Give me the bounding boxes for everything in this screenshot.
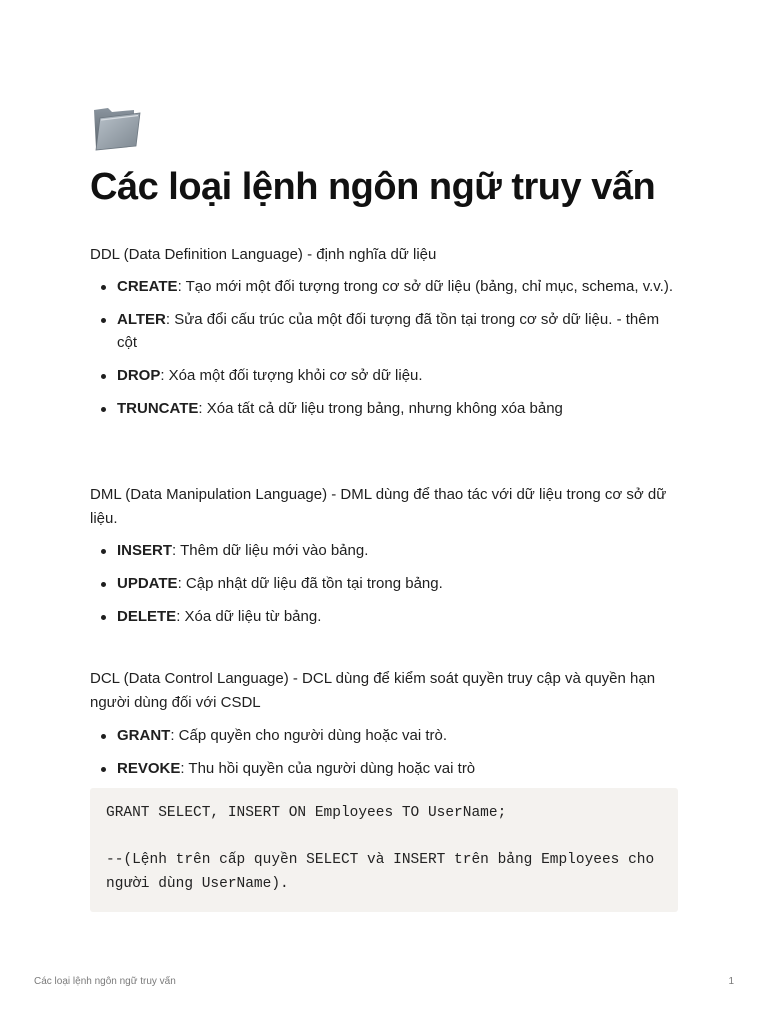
dcl-intro: DCL (Data Control Language) - DCL dùng để kiểm soát quyền truy cập và quyền hạn người dùng đối với CSDL (90, 670, 656, 711)
list-item (90, 605, 680, 628)
command-keyword: DELETE (117, 608, 177, 625)
command-description: : Tạo mới một đối tượng trong cơ sở dữ liệu (bảng, chỉ mục, schema, v.v.). (177, 278, 674, 295)
command-description: : Cập nhật dữ liệu đã tồn tại trong bảng. (177, 575, 443, 592)
list-item (90, 572, 680, 595)
command-description: : Sửa đổi cấu trúc của một đối tượng đã tồn tại trong cơ sở dữ liệu. - thêm cột (117, 311, 660, 351)
command-description: : Xóa dữ liệu từ bảng. (176, 608, 322, 625)
command-description: : Thu hồi quyền của người dùng hoặc vai trò (180, 760, 476, 777)
dml-intro: DML (Data Manipulation Language) - DML dùng để thao tác với dữ liệu trong cơ sở dữ liệu. (90, 486, 667, 527)
command-keyword: GRANT (117, 727, 171, 744)
command-keyword: DROP (117, 367, 161, 384)
page-number: 1 (728, 976, 734, 987)
command-keyword: UPDATE (117, 575, 178, 592)
command-keyword: ALTER (117, 311, 166, 328)
command-keyword: TRUNCATE (117, 400, 199, 417)
code-block[interactable]: GRANT SELECT, INSERT ON Employees TO UserName; --(Lệnh trên cấp quyền SELECT và INSERT trên bảng Employees cho người dùng UserName). (90, 788, 678, 912)
list-item (90, 539, 680, 562)
list-item (90, 724, 680, 747)
command-keyword: REVOKE (117, 760, 181, 777)
list-item (90, 275, 680, 298)
command-description: : Xóa tất cả dữ liệu trong bảng, nhưng không xóa bảng (198, 400, 563, 417)
list-item (90, 397, 680, 420)
list-item (90, 757, 680, 780)
folder-icon (90, 100, 144, 154)
ddl-intro: DDL (Data Definition Language) - định nghĩa dữ liệu (90, 246, 437, 263)
list-item (90, 308, 680, 354)
list-item (90, 364, 680, 387)
dml-list (90, 539, 680, 628)
footer-title: Các loại lệnh ngôn ngữ truy vấn (34, 976, 176, 987)
page-title: Các loại lệnh ngôn ngữ truy vấn (90, 166, 656, 208)
ddl-list (90, 275, 680, 420)
command-keyword: INSERT (117, 542, 173, 559)
command-description: : Xóa một đối tượng khỏi cơ sở dữ liệu. (160, 367, 423, 384)
command-description: : Cấp quyền cho người dùng hoặc vai trò. (170, 727, 448, 744)
page-content (90, 100, 680, 212)
dcl-list (90, 724, 680, 780)
command-description: : Thêm dữ liệu mới vào bảng. (172, 542, 369, 559)
command-keyword: CREATE (117, 278, 178, 295)
